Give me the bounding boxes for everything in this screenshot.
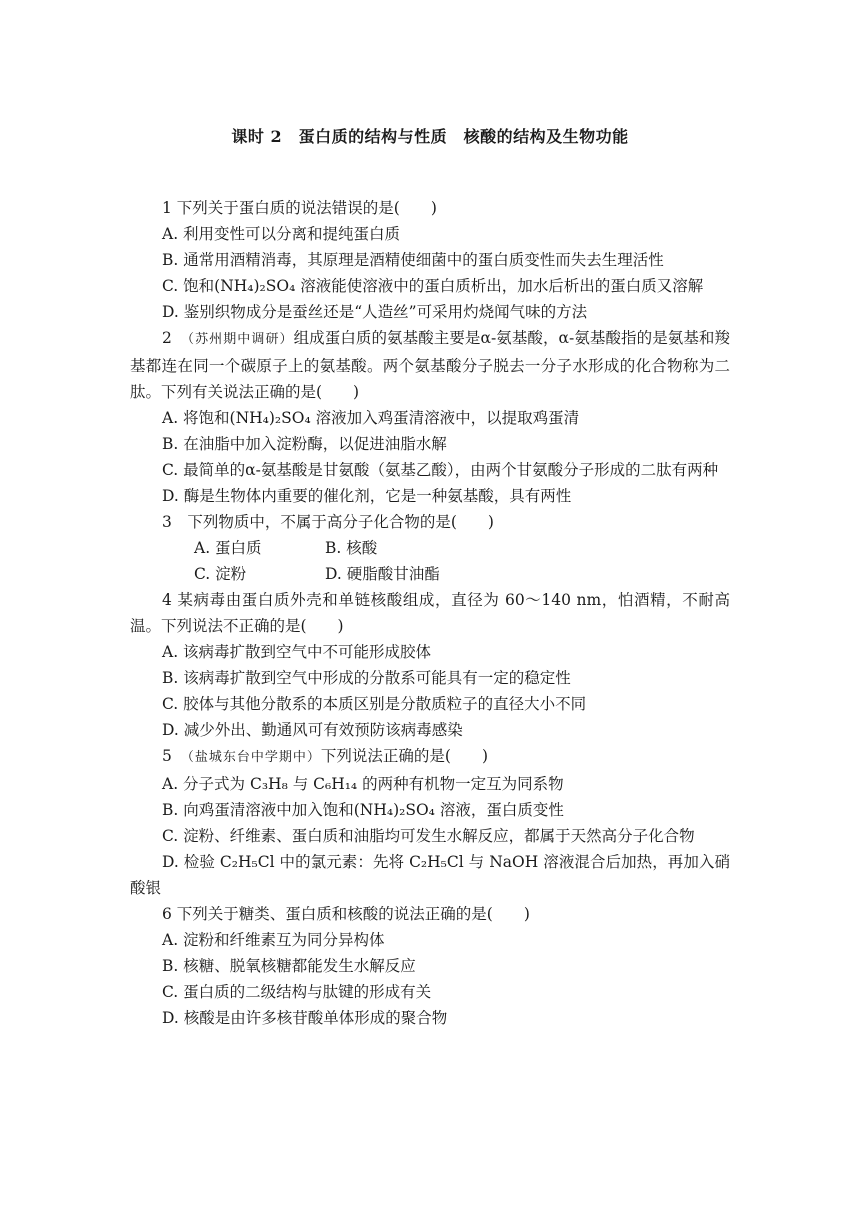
question-3-options-row-1 [130,535,730,561]
question-5-text: 下列说法正确的是( ) [320,747,488,765]
question-1-option-b: B. 通常用酒精消毒，其原理是酒精使细菌中的蛋白质变性而失去生理活性 [162,251,664,269]
question-2-option-a: A. 将饱和(NH₄)₂SO₄ 溶液加入鸡蛋清溶液中，以提取鸡蛋清 [162,409,580,427]
question-2-option-c: C. 最简单的α-氨基酸是甘氨酸（氨基乙酸），由两个甘氨酸分子形成的二肽有两种 [162,461,719,479]
question-5-option-d: D. 检验 C₂H₅Cl 中的氯元素：先将 C₂H₅Cl 与 NaOH 溶液混合后加热，再加入硝酸银 [130,853,730,897]
question-list [130,195,730,1031]
question-6-stem: 6 下列关于糖类、蛋白质和核酸的说法正确的是( ) [162,905,530,923]
question-3-option-d: D. 硬脂酸甘油酯 [325,565,440,583]
question-2-option-b: B. 在油脂中加入淀粉酶，以促进油脂水解 [162,435,447,453]
question-4-option-b: B. 该病毒扩散到空气中形成的分散系可能具有一定的稳定性 [162,669,571,687]
question-3-option-b: B. 核酸 [325,539,378,557]
question-1-option-a: A. 利用变性可以分离和提纯蛋白质 [162,225,401,243]
question-3-option-c: C. 淀粉 [194,565,247,583]
question-6-option-a: A. 淀粉和纤维素互为同分异构体 [162,931,385,949]
question-1-option-c: C. 饱和(NH₄)₂SO₄ 溶液能使溶液中的蛋白质析出，加水后析出的蛋白质又溶解 [162,277,704,295]
question-3-option-a: A. 蛋白质 [194,539,262,557]
question-5-option-b: B. 向鸡蛋清溶液中加入饱和(NH₄)₂SO₄ 溶液，蛋白质变性 [162,801,564,819]
lesson-title: 课时 2 蛋白质的结构与性质 核酸的结构及生物功能 [231,127,629,146]
question-5-option-c: C. 淀粉、纤维素、蛋白质和油脂均可发生水解反应，都属于天然高分子化合物 [162,827,695,845]
question-1-stem: 1 下列关于蛋白质的说法错误的是( ) [162,199,437,217]
question-5-source: （盐城东台中学期中） [187,750,321,765]
question-2-option-d: D. 酶是生物体内重要的催化剂，它是一种氨基酸，具有两性 [162,487,572,505]
question-2-source: （苏州期中调研） [187,332,294,347]
question-4-option-d: D. 减少外出、勤通风可有效预防该病毒感染 [162,721,463,739]
question-1-option-d: D. 鉴别织物成分是蚕丝还是“人造丝”可采用灼烧闻气味的方法 [162,303,588,321]
question-2-number: 2 [162,329,188,347]
question-5-stem [130,743,730,771]
question-6-option-b: B. 核糖、脱氧核糖都能发生水解反应 [162,957,416,975]
question-6-option-d: D. 核酸是由许多核苷酸单体形成的聚合物 [162,1009,448,1027]
question-4-option-c: C. 胶体与其他分散系的本质区别是分散质粒子的直径大小不同 [162,695,587,713]
question-2-text: 组成蛋白质的氨基酸主要是α-氨基酸，α-氨基酸指的是氨基和羧基都连在同一个碳原子上的氨基酸。两个氨基酸分子脱去一分子水形成的化合物称为二肽。下列有关说法正确的是( ) [130,329,730,401]
question-2-stem [130,325,730,405]
question-4-option-a: A. 该病毒扩散到空气中不可能形成胶体 [162,643,432,661]
question-4-stem: 4 某病毒由蛋白质外壳和单链核酸组成，直径为 60～140 nm，怕酒精，不耐高温。下列说法不正确的是( ) [130,591,730,635]
question-5-option-a: A. 分子式为 C₃H₈ 与 C₆H₁₄ 的两种有机物一定互为同系物 [162,775,564,793]
question-3-stem: 3 下列物质中，不属于高分子化合物的是( ) [162,513,494,531]
question-3-options-row-2 [130,561,730,587]
question-5-number: 5 [162,747,188,765]
question-6-option-c: C. 蛋白质的二级结构与肽键的形成有关 [162,983,432,1001]
